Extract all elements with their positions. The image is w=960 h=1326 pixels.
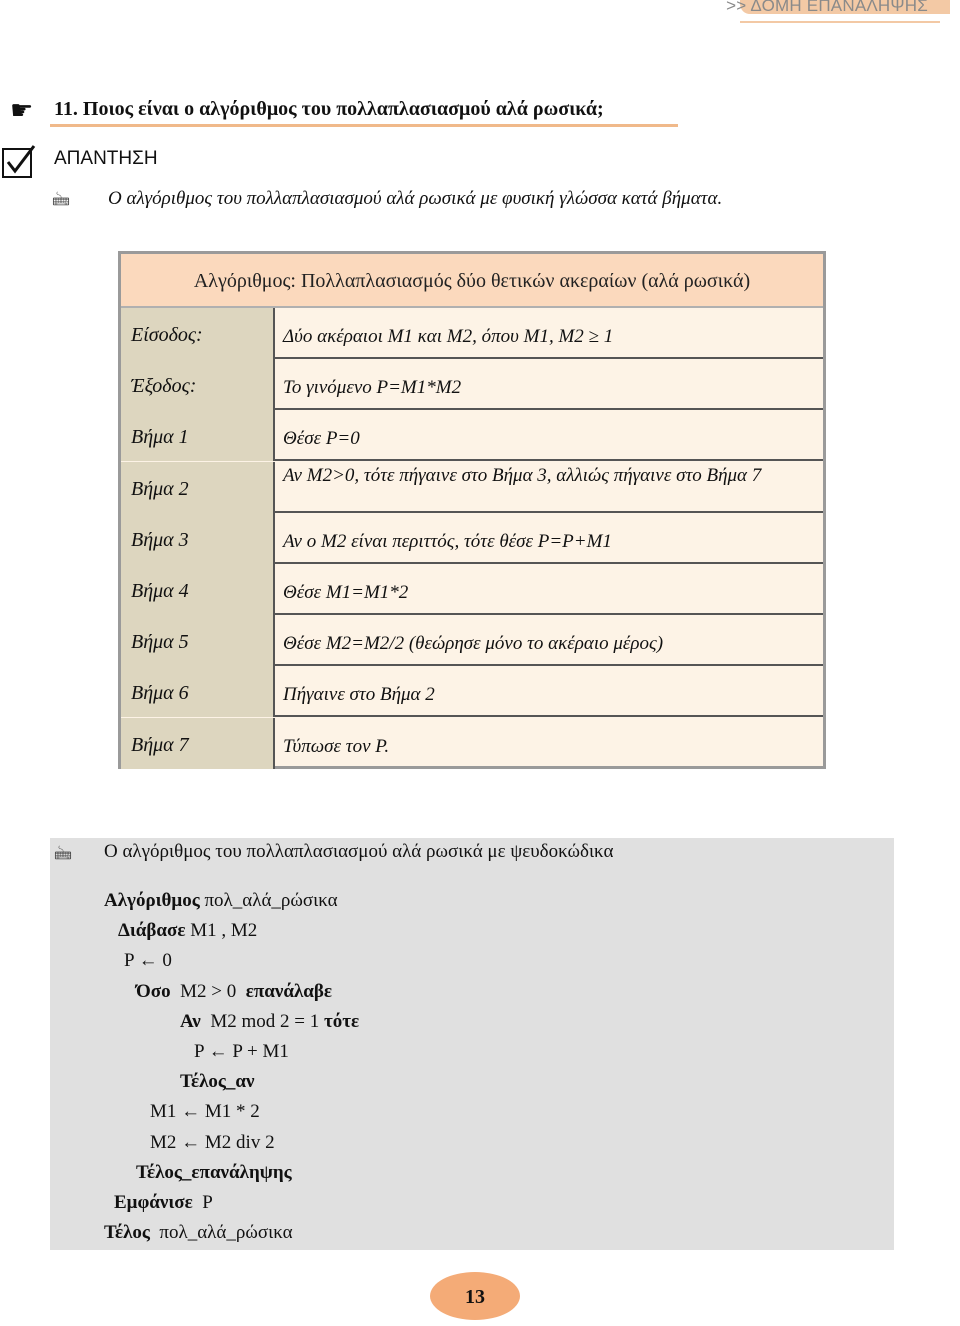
row-value: Αν ο M2 είναι περιττός, τότε θέσε P=P+M1 <box>273 513 823 564</box>
pseudocode-line <box>104 1222 293 1244</box>
algorithm-row <box>121 359 823 410</box>
section-header <box>726 0 950 28</box>
row-label: Βήμα 3 <box>121 513 273 564</box>
pseudocode-keyword: Εμφάνισε <box>114 1192 193 1213</box>
row-label: Βήμα 4 <box>121 564 273 615</box>
pseudocode-text: P ← P + M1 <box>194 1041 289 1062</box>
question-underline <box>50 124 678 127</box>
pseudocode-keyword: Τέλος <box>104 1222 150 1244</box>
pseudocode-keyword: Διάβασε <box>118 920 186 942</box>
algorithm-table <box>118 251 826 769</box>
pseudocode-text: P <box>192 1192 213 1213</box>
pseudocode-line <box>136 1162 292 1184</box>
pseudocode-text: Μ1 , Μ2 <box>185 920 258 942</box>
pseudocode-keyword: Τέλος_αν <box>180 1071 255 1093</box>
keyboard-icon: 🖮 <box>54 844 72 865</box>
row-value: Θέσε M2=M2/2 (θεώρησε μόνο το ακέραιο μέρος) <box>273 615 823 666</box>
pseudocode-keyword: Αλγόριθμος <box>104 890 200 911</box>
pseudocode-text: P ← 0 <box>124 950 172 972</box>
row-label: Έξοδος: <box>121 359 273 410</box>
section-title: >> ΔΟΜΗ ΕΠΑΝΑΛΗΨΗΣ <box>726 0 928 15</box>
pseudocode-line <box>150 1101 260 1123</box>
algorithm-row <box>121 513 823 564</box>
pseudocode-line <box>118 920 257 942</box>
algorithm-row <box>121 410 823 461</box>
row-label: Βήμα 2 <box>121 462 273 513</box>
row-value: Το γινόμενο P=M1*M2 <box>273 359 823 410</box>
algorithm-row <box>121 718 823 769</box>
answer-label: ΑΠΑΝΤΗΣΗ <box>54 148 158 169</box>
row-value: Τύπωσε τον P. <box>273 718 823 769</box>
pseudocode-keyword: Όσο <box>136 980 171 1002</box>
pseudocode-keyword: Αν <box>180 1010 201 1032</box>
row-value: Αν M2>0, τότε πήγαινε στο Βήμα 3, αλλιώς πήγαινε στο Βήμα 7 <box>273 462 823 513</box>
pseudocode-line <box>104 890 338 912</box>
algorithm-row <box>121 564 823 615</box>
pseudocode-keyword: επανάλαβε <box>245 980 333 1002</box>
algorithm-title: Αλγόριθμος: Πολλαπλασιασμός δύο θετικών ακεραίων (αλά ρωσικά) <box>121 254 823 308</box>
row-label: Βήμα 1 <box>121 410 273 461</box>
keyboard-icon: 🖮 <box>52 190 70 211</box>
row-label: Βήμα 7 <box>121 718 273 769</box>
pseudocode-line <box>124 950 172 972</box>
algorithm-row <box>121 462 823 513</box>
algorithm-row <box>121 615 823 666</box>
row-value: Πήγαινε στο Βήμα 2 <box>273 666 823 717</box>
row-value: Θέσε M1=M1*2 <box>273 564 823 615</box>
row-label: Βήμα 6 <box>121 666 273 717</box>
algorithm-row <box>121 666 823 717</box>
algorithm-row <box>121 308 823 359</box>
pseudocode-text: M1 ← M1 * 2 <box>150 1101 260 1123</box>
checkbox-checked-icon <box>2 148 32 178</box>
row-label: Βήμα 5 <box>121 615 273 666</box>
pseudocode-line <box>194 1041 289 1063</box>
pseudocode-line <box>136 981 332 1003</box>
pseudocode-keyword: Τέλος_επανάληψης <box>136 1161 292 1183</box>
pseudocode-keyword: τότε <box>323 1010 360 1032</box>
pseudocode-text: M2 mod 2 = 1 <box>200 1010 324 1032</box>
pseudocode-line <box>180 1011 359 1033</box>
pseudocode-text: πολ_αλά_ρώσικα <box>149 1222 293 1244</box>
pseudocode-text: M2 ← M2 div 2 <box>150 1131 275 1153</box>
pseudocode-intro: Ο αλγόριθμος του πολλαπλασιασμού αλά ρωσικά με ψευδοκώδικα <box>104 841 614 862</box>
pseudocode-line <box>150 1132 275 1154</box>
pseudocode-text: M2 > 0 <box>170 980 246 1002</box>
row-value: Θέσε P=0 <box>273 410 823 461</box>
question-title: 11. Ποιος είναι ο αλγόριθμος του πολλαπλασιασμού αλά ρωσικά; <box>54 98 604 120</box>
row-label: Είσοδος: <box>121 308 273 359</box>
pointing-hand-icon: ☛ <box>10 96 34 126</box>
header-rule <box>740 21 940 23</box>
page-number: 13 <box>430 1272 520 1320</box>
row-value: Δύο ακέραιοι Μ1 και Μ2, όπου Μ1, Μ2 ≥ 1 <box>273 308 823 359</box>
pseudocode-text: πολ_αλά_ρώσικα <box>199 890 338 911</box>
intro-text: Ο αλγόριθμος του πολλαπλασιασμού αλά ρωσικά με φυσική γλώσσα κατά βήματα. <box>108 188 723 209</box>
pseudocode-line <box>180 1071 255 1093</box>
pseudocode-line <box>114 1192 213 1214</box>
